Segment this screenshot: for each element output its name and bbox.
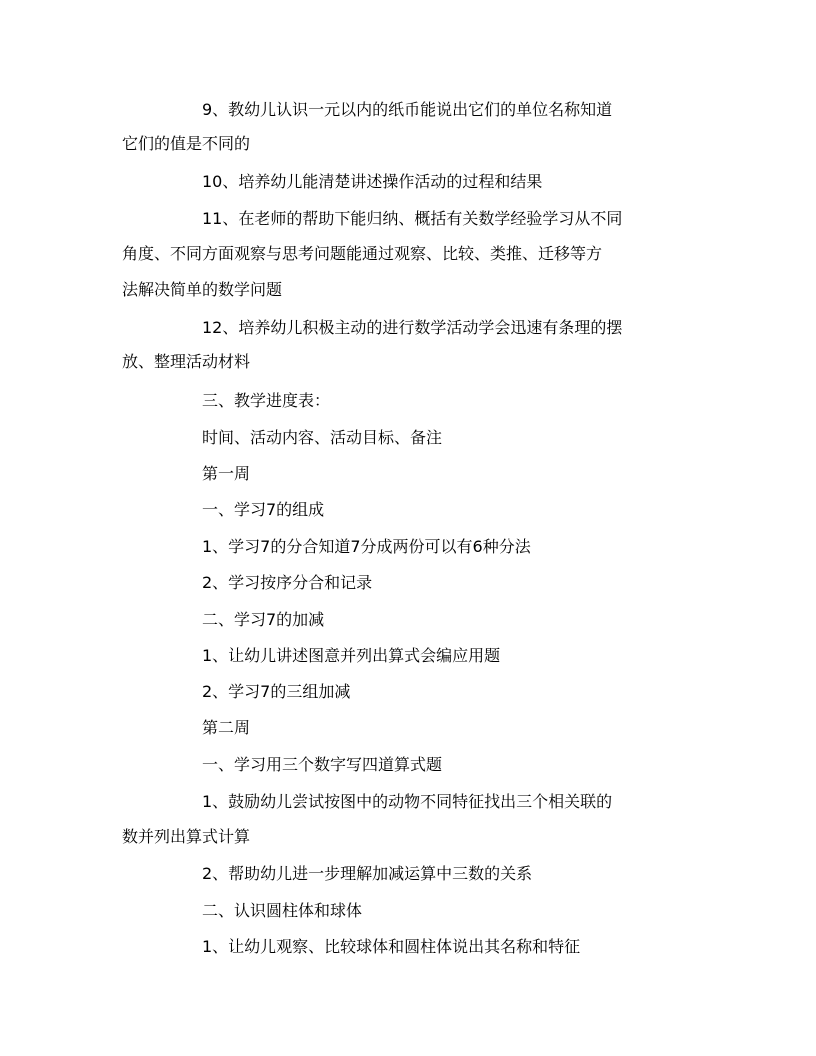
week-2-item-1-1-line-2: 数并列出算式计算 bbox=[122, 827, 251, 846]
para-12-line-2: 放、整理活动材料 bbox=[122, 352, 251, 371]
para-9-line-2: 它们的值是不同的 bbox=[122, 134, 251, 153]
week-2-item-2-1: 1、让幼儿观察、比较球体和圆柱体说出其名称和特征 bbox=[202, 937, 581, 956]
week-2-heading: 第二周 bbox=[202, 718, 251, 737]
section-heading-schedule: 三、教学进度表： bbox=[202, 391, 331, 410]
week-2-item-2: 二、认识圆柱体和球体 bbox=[202, 901, 363, 920]
week-2-item-1-2: 2、帮助幼儿进一步理解加减运算中三数的关系 bbox=[202, 864, 533, 883]
week-1-item-2-2: 2、学习7的三组加减 bbox=[202, 682, 351, 701]
para-11-line-2: 角度、不同方面观察与思考问题能通过观察、比较、类推、迁移等方 bbox=[122, 244, 603, 263]
week-2-item-1-1-line-1: 1、鼓励幼儿尝试按图中的动物不同特征找出三个相关联的 bbox=[202, 792, 613, 811]
para-9-line-1: 9、教幼儿认识一元以内的纸币能说出它们的单位名称知道 bbox=[202, 100, 613, 119]
para-11-line-1: 11、在老师的帮助下能归纳、概括有关数学经验学习从不同 bbox=[202, 209, 623, 228]
schedule-columns: 时间、活动内容、活动目标、备注 bbox=[202, 428, 443, 447]
week-2-item-1: 一、学习用三个数字写四道算式题 bbox=[202, 755, 443, 774]
para-10: 10、培养幼儿能清楚讲述操作活动的过程和结果 bbox=[202, 172, 543, 191]
week-1-item-1-2: 2、学习按序分合和记录 bbox=[202, 573, 373, 592]
week-1-item-1: 一、学习7的组成 bbox=[202, 500, 325, 519]
para-12-line-1: 12、培养幼儿积极主动的进行数学活动学会迅速有条理的摆 bbox=[202, 318, 623, 337]
week-1-heading: 第一周 bbox=[202, 464, 251, 483]
para-11-line-3: 法解决简单的数学问题 bbox=[122, 280, 283, 299]
week-1-item-2-1: 1、让幼儿讲述图意并列出算式会编应用题 bbox=[202, 646, 501, 665]
week-1-item-2: 二、学习7的加减 bbox=[202, 610, 325, 629]
week-1-item-1-1: 1、学习7的分合知道7分成两份可以有6种分法 bbox=[202, 537, 531, 556]
